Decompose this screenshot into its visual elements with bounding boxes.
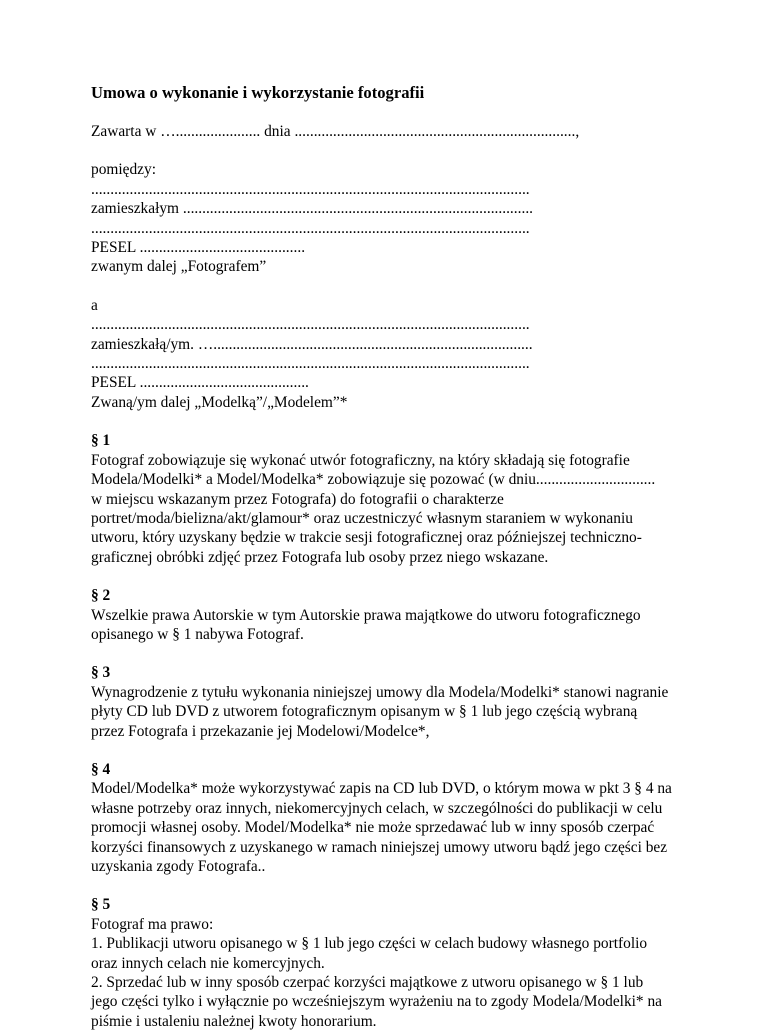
spacer	[91, 876, 701, 895]
between-label: pomiędzy:	[91, 161, 156, 179]
party1-address-line: zamieszkałym ...........................................................................................	[91, 200, 534, 218]
section-2-line: opisanego w § 1 nabywa Fotograf.	[91, 625, 304, 643]
section-4-line: korzyści finansowych z uzyskanego w ramach niniejszej umowy utworu bądź jego części bez	[91, 838, 668, 856]
party1-address-line-2: ..................................................................................................................	[91, 219, 530, 237]
party2-address-line: zamieszkałą/ym. …...................................................................................	[91, 335, 533, 353]
section-1-line: Fotograf zobowiązuje się wykonać utwór fotograficzny, na który składają się fotografie	[91, 451, 630, 469]
party1-role: zwanym dalej „Fotografem”	[91, 258, 267, 276]
section-3-line: przez Fotografa i przekazanie jej Modelowi/Modelce*,	[91, 722, 430, 740]
section-4-heading: § 4	[91, 760, 111, 778]
section-5-line: oraz innych celach nie komercyjnych.	[91, 954, 325, 972]
section-1-line: graficznej obróbki zdjęć przez Fotografa lub osoby przez niego wskazane.	[91, 548, 549, 566]
section-4-line: własne potrzeby oraz innych, niekomercyjnych celach, w szczególności do publikacji w celu	[91, 799, 663, 817]
party1-pesel: PESEL ...........................................	[91, 239, 306, 257]
section-5-line: piśmie i ustaleniu należnej kwoty honorarium.	[91, 1012, 377, 1030]
spacer	[91, 567, 701, 586]
section-5-line: Fotograf ma prawo:	[91, 915, 214, 933]
party2-pesel: PESEL ............................................	[91, 374, 309, 392]
document-title: Umowa o wykonanie i wykorzystanie fotografii	[91, 83, 425, 102]
section-1-line: utworu, który uzyskany będzie w trakcie sesji fotograficznej oraz późniejszej techniczno-	[91, 529, 642, 547]
spacer	[91, 644, 701, 663]
section-3-heading: § 3	[91, 664, 111, 682]
spacer	[91, 412, 701, 431]
contract-page	[91, 83, 701, 1031]
section-3-line: płyty CD lub DVD z utworem fotograficznym opisanym w § 1 lub jego częścią wybraną	[91, 703, 638, 721]
section-2-line: Wszelkie prawa Autorskie w tym Autorskie prawa majątkowe do utworu fotograficznego	[91, 606, 641, 624]
section-1-heading: § 1	[91, 432, 111, 450]
section-4-line: Model/Modelka* może wykorzystywać zapis na CD lub DVD, o którym mowa w pkt 3 § 4 na	[91, 780, 672, 798]
spacer	[91, 141, 701, 160]
party2-role: Zwaną/ym dalej „Modelką”/„Modelem”*	[91, 393, 348, 411]
section-1-line: w miejscu wskazanym przez Fotografa) do fotografii o charakterze	[91, 490, 504, 508]
section-4-line: uzyskania zgody Fotografa..	[91, 858, 266, 875]
section-5-line: jego części tylko i wyłącznie po wcześniejszym wyrażeniu na to zgody Modela/Modelki* na	[91, 993, 662, 1011]
spacer	[91, 277, 701, 296]
section-5-line: 1. Publikacji utworu opisanego w § 1 lub jego części w celach budowy własnego portfolio	[91, 935, 648, 953]
section-5-line: 2. Sprzedać lub w inny sposób czerpać korzyści majątkowe z utworu opisanego w § 1 lub	[91, 974, 644, 992]
party2-address-line-2: ..................................................................................................................	[91, 355, 530, 373]
party2-name-line: ..................................................................................................................	[91, 316, 530, 334]
section-1-line: Modela/Modelki* a Model/Modelka* zobowiązuje się pozować (w dniu...............................	[91, 471, 656, 489]
section-2-heading: § 2	[91, 587, 111, 605]
section-4-line: promocji własnej osoby. Model/Modelka* nie może sprzedawać lub w inny sposób czerpać	[91, 819, 655, 837]
spacer	[91, 741, 701, 760]
section-3-line: Wynagrodzenie z tytułu wykonania niniejszej umowy dla Modela/Modelki* stanowi nagranie	[91, 683, 669, 701]
intro-line: Zawarta w …...................... dnia .........................................................................,	[91, 123, 580, 140]
section-1-line: portret/moda/bielizna/akt/glamour* oraz uczestniczyć własnym staraniem w wykonaniu	[91, 509, 633, 527]
section-5-heading: § 5	[91, 896, 111, 914]
and-label: a	[91, 296, 98, 314]
party1-name-line: ..................................................................................................................	[91, 180, 530, 198]
